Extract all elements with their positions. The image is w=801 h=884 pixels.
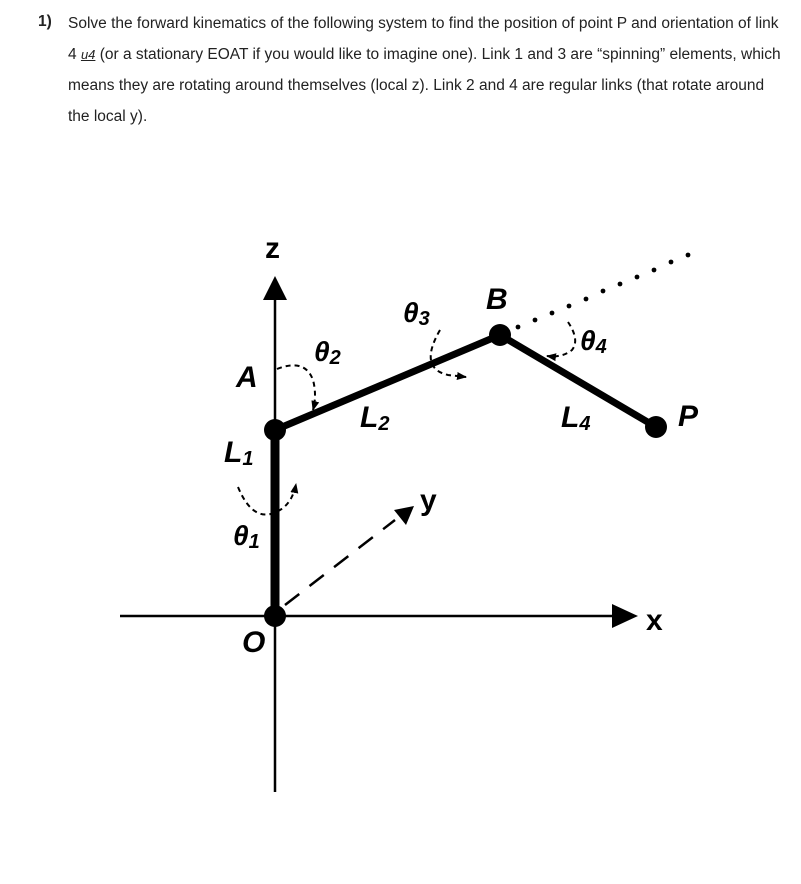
theta1-label (233, 520, 260, 553)
theta2-label (314, 336, 341, 369)
link-2-subscript: 2 (378, 413, 390, 435)
theta1-subscript: 1 (248, 531, 260, 553)
x-axis-arrowhead (612, 604, 638, 628)
link-1-subscript: 1 (242, 448, 254, 470)
link-1-label (224, 436, 253, 470)
theta2-subscript: 2 (329, 347, 341, 369)
question-text-part1: Solve the forward kinematics of the following system to find the position of point P and orientation of link 4 (68, 15, 779, 63)
link-4-letter: L (561, 401, 580, 434)
point-b-label: B (486, 283, 508, 316)
theta3-subscript: 3 (418, 308, 430, 330)
link-4-label (561, 401, 590, 435)
link-4-subscript: 4 (579, 413, 591, 435)
z-axis-label: z (265, 232, 280, 265)
link-1-letter: L (224, 436, 243, 469)
link-2-label (360, 401, 389, 435)
theta2-letter: θ (314, 336, 330, 367)
theta2-arc (277, 365, 315, 410)
link-2-extension-dots (516, 253, 691, 330)
y-axis-label: y (420, 484, 437, 517)
theta4-letter: θ (580, 325, 596, 356)
theta1-letter: θ (233, 520, 249, 551)
theta4-label (580, 325, 607, 358)
joint-b (489, 324, 511, 346)
theta1-arc (238, 484, 296, 515)
theta3-letter: θ (403, 297, 419, 328)
y-axis-dashed (285, 520, 395, 605)
theta4-arc (547, 322, 575, 356)
theta3-label (403, 297, 430, 330)
joint-a (264, 419, 286, 441)
question-text-part2: (or a stationary EOAT if you would like to imagine one). Link 1 and 3 are “spinning” elements, which means they are rotating around themselves (local z). Link 2 and 4 are regular links (that rotate around the local y). (68, 46, 781, 125)
joint-origin (264, 605, 286, 627)
link-2-letter: L (360, 401, 379, 434)
question-number: 1) (38, 13, 52, 30)
y-axis-arrowhead (394, 506, 414, 525)
origin-label: O (242, 626, 266, 659)
u4-symbol: u4 (80, 47, 96, 62)
point-p-label: P (678, 400, 699, 433)
x-axis-label: x (646, 604, 663, 637)
z-axis-arrowhead (263, 276, 287, 300)
theta4-subscript: 4 (595, 336, 607, 358)
point-a-label: A (236, 361, 258, 394)
point-p (645, 416, 667, 438)
